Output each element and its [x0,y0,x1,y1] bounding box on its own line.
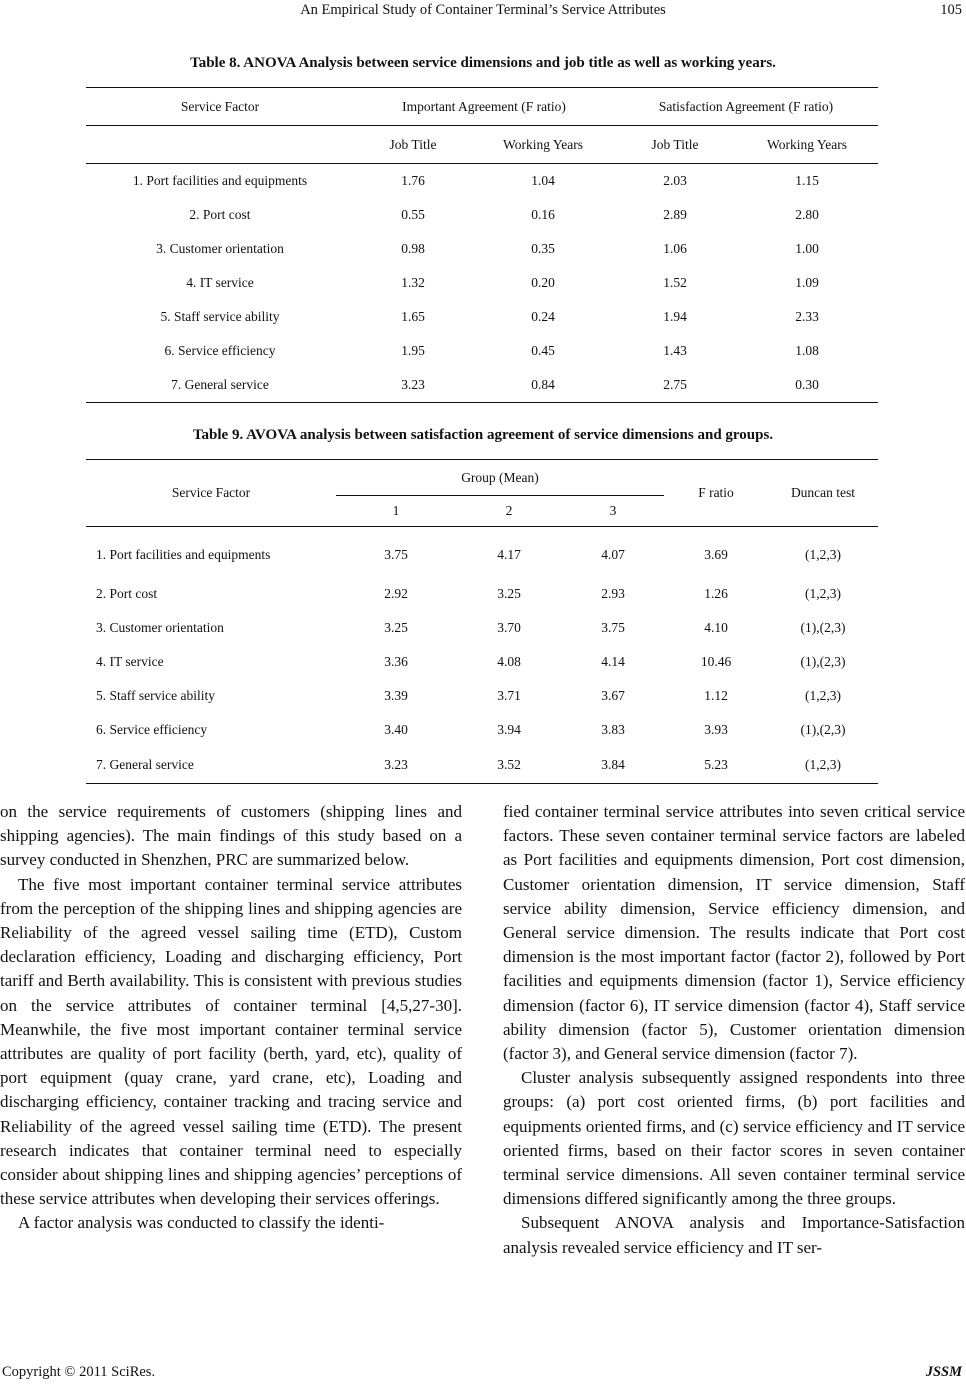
table-cell: 2.03 [663,173,687,188]
table-cell: 3.71 [497,688,521,703]
table9-header-group-1: 1 [336,496,456,527]
table-cell: 7. General service [86,747,336,784]
table-cell: 3.69 [704,547,728,562]
table8-header-job-title-2: Job Title [614,126,736,164]
table9 [86,459,878,784]
table-cell: 3.52 [456,747,562,784]
table-cell: 3.94 [497,722,521,737]
table-cell: 1.09 [795,275,819,290]
table-cell: 2. Port cost [189,207,251,222]
table-row [86,334,878,368]
table-cell: 5. Staff service ability [160,309,280,324]
table-row [86,611,878,645]
copyright-notice: Copyright © 2011 SciRes. [2,1364,156,1380]
table-cell: (1,2,3) [805,547,841,562]
table-cell: 3.75 [601,620,625,635]
table9-header-group-3: 3 [562,496,664,527]
table-cell: 0.84 [472,368,614,403]
body-column-left [0,800,462,1236]
table-row [86,198,878,232]
page-footer [0,1364,966,1384]
table-cell: 0.24 [531,309,555,324]
table-row [86,266,878,300]
table-cell: 4.17 [497,547,521,562]
table-cell: 5.23 [664,747,768,784]
table-cell: 4.08 [497,654,521,669]
journal-name: JSSM [925,1364,962,1380]
table8-header-working-years-2: Working Years [736,126,878,164]
table-cell: 0.35 [531,241,555,256]
table8-header-job-title-1: Job Title [354,126,472,164]
table-cell: 3.83 [601,722,625,737]
table-cell: 1.65 [401,309,425,324]
table8-caption: Table 8. ANOVA Analysis between service dimensions and job title as well as working years. [190,55,776,71]
table-cell: 1.04 [531,173,555,188]
table-cell: (1),(2,3) [800,654,846,669]
table8-header-working-years-1: Working Years [472,126,614,164]
table-row [86,577,878,611]
table-cell: 1.08 [795,343,819,358]
table-cell: 3. Customer orientation [96,620,224,635]
table-row [86,300,878,334]
table-cell: 1.52 [663,275,687,290]
table9-header-service-factor: Service Factor [86,460,336,527]
table-cell: (1,2,3) [768,747,878,784]
table8-header-satisfaction: Satisfaction Agreement (F ratio) [614,88,878,126]
table-cell: 4. IT service [186,275,254,290]
table-cell: (1,2,3) [805,586,841,601]
table-cell: 2.80 [795,207,819,222]
table-cell: 6. Service efficiency [164,343,276,358]
table-cell: 3.25 [384,620,408,635]
table-row [86,527,878,578]
table-cell: 4.07 [601,547,625,562]
table-cell: 3.75 [384,547,408,562]
running-title: An Empirical Study of Container Terminal’s Service Attributes [300,2,666,18]
table-cell: 3.93 [704,722,728,737]
table9-header-group-mean: Group (Mean) [336,460,664,496]
table-cell: (1),(2,3) [800,620,846,635]
body-column-right [503,800,965,1260]
table-cell: 2.89 [663,207,687,222]
table-cell: 0.16 [531,207,555,222]
table8-header-service-factor: Service Factor [86,88,354,126]
table8-subheader-row [86,126,878,164]
table-cell: 1.43 [663,343,687,358]
table-cell: 5. Staff service ability [96,688,215,703]
table-row [86,164,878,199]
table-row [86,232,878,266]
table-cell: 10.46 [700,654,732,669]
table-cell: 1.15 [795,173,819,188]
table9-header-group-2: 2 [456,496,562,527]
table-cell: 4. IT service [96,654,164,669]
table-row [86,713,878,747]
table-cell: 1.06 [663,241,687,256]
table-cell: 3.36 [384,654,408,669]
table-row [86,679,878,713]
table-cell: 0.98 [401,241,425,256]
table-cell: 2.33 [795,309,819,324]
body-paragraph: The five most important container terminal service attributes from the perception of the shipping lines and shipping agencies are Reliability of the agreed vessel sailing time (ETD), Custom declaration efficiency, Loading and discharging efficiency, Port tariff and Berth availability. This is consistent with previous studies on the service attributes of container terminal [4,5,27-30]. Meanwhile, the five most important container terminal service attributes are quality of port facility (berth, yard, etc), quality of port equipment (quay crane, yard crane, etc), Loading and discharging efficiency, container tracking and tracing service and Reliability of the agreed vessel sailing time (ETD). The present research indicates that container terminal need to especially consider about shipping lines and shipping agencies’ perceptions of these service attributes when developing their services offerings. [0,874,462,1209]
table-cell: 2. Port cost [96,586,158,601]
body-paragraph: A factor analysis was conducted to classify the identi- [18,1213,385,1233]
table-cell: 1.12 [704,688,728,703]
table8-header-important: Important Agreement (F ratio) [354,88,614,126]
table-cell: 2.93 [601,586,625,601]
table9-header-row [86,460,878,496]
table-cell: 4.10 [704,620,728,635]
table-cell: 2.75 [614,368,736,403]
table-cell: 1. Port facilities and equipments [96,547,271,562]
table-cell: 2.92 [384,586,408,601]
table-cell: 1.26 [704,586,728,601]
table-row [86,368,878,403]
table8-subheader-blank [86,126,354,164]
table8 [86,87,878,403]
table-cell: 6. Service efficiency [96,722,208,737]
table-cell: 1.00 [795,241,819,256]
table-cell: 3.25 [497,586,521,601]
table-cell: (1),(2,3) [800,722,846,737]
table9-header-duncan: Duncan test [768,460,878,527]
page-number: 105 [940,2,962,18]
table-cell: 0.55 [401,207,425,222]
table-cell: 0.30 [736,368,878,403]
body-paragraph: fied container terminal service attributes into seven critical service factors. These seven container terminal service factors are labeled as Port facilities and equipments dimension, Port cost dimension, Customer orientation dimension, IT service dimension, Staff service ability dimension, Service efficiency dimension, and General service dimension. The results indicate that Port cost dimension is the most important factor (factor 2), followed by Port facilities and equipments dimension (factor 1), Service efficiency dimension (factor 6), IT service dimension (factor 4), Staff service ability dimension (factor 5), Customer orientation dimension (factor 3), and General service dimension (factor 7). [503,802,965,1064]
table-cell: 3.39 [384,688,408,703]
body-paragraph: Subsequent ANOVA analysis and Importance-Satisfaction analysis revealed service efficiency and IT ser- [503,1213,965,1257]
table-cell: 4.14 [601,654,625,669]
table-cell: 3.23 [336,747,456,784]
table-cell: 1. Port facilities and equipments [132,173,308,188]
table-cell: 3.40 [384,722,408,737]
table8-header-row [86,88,878,126]
table-cell: 3.84 [562,747,664,784]
running-head [0,2,966,22]
table-cell: 3.23 [354,368,472,403]
table-cell: 1.76 [401,173,425,188]
table-cell: 0.20 [531,275,555,290]
body-paragraph: on the service requirements of customers (shipping lines and shipping agencies). The main findings of this study based on a survey conducted in Shenzhen, PRC are summarized below. [0,802,462,870]
table-cell: 1.32 [401,275,425,290]
table-row [86,747,878,784]
table-cell: 7. General service [86,368,354,403]
table9-header-f-ratio: F ratio [664,460,768,527]
body-paragraph: Cluster analysis subsequently assigned respondents into three groups: (a) port cost oriented firms, (b) port facilities and equipments oriented firms, and (c) service efficiency and IT service oriented firms, based on their factor scores in seven container terminal service dimensions. All seven container terminal service dimensions differed significantly among the three groups. [503,1068,965,1209]
table-cell: 0.45 [531,343,555,358]
table9-caption: Table 9. AVOVA analysis between satisfaction agreement of service dimensions and groups. [192,427,774,443]
table-cell: 3.67 [601,688,625,703]
table-cell: 1.94 [663,309,687,324]
table-cell: 3. Customer orientation [156,241,284,256]
table-cell: (1,2,3) [805,688,841,703]
table-row [86,645,878,679]
table-cell: 3.70 [497,620,521,635]
table-cell: 1.95 [401,343,425,358]
